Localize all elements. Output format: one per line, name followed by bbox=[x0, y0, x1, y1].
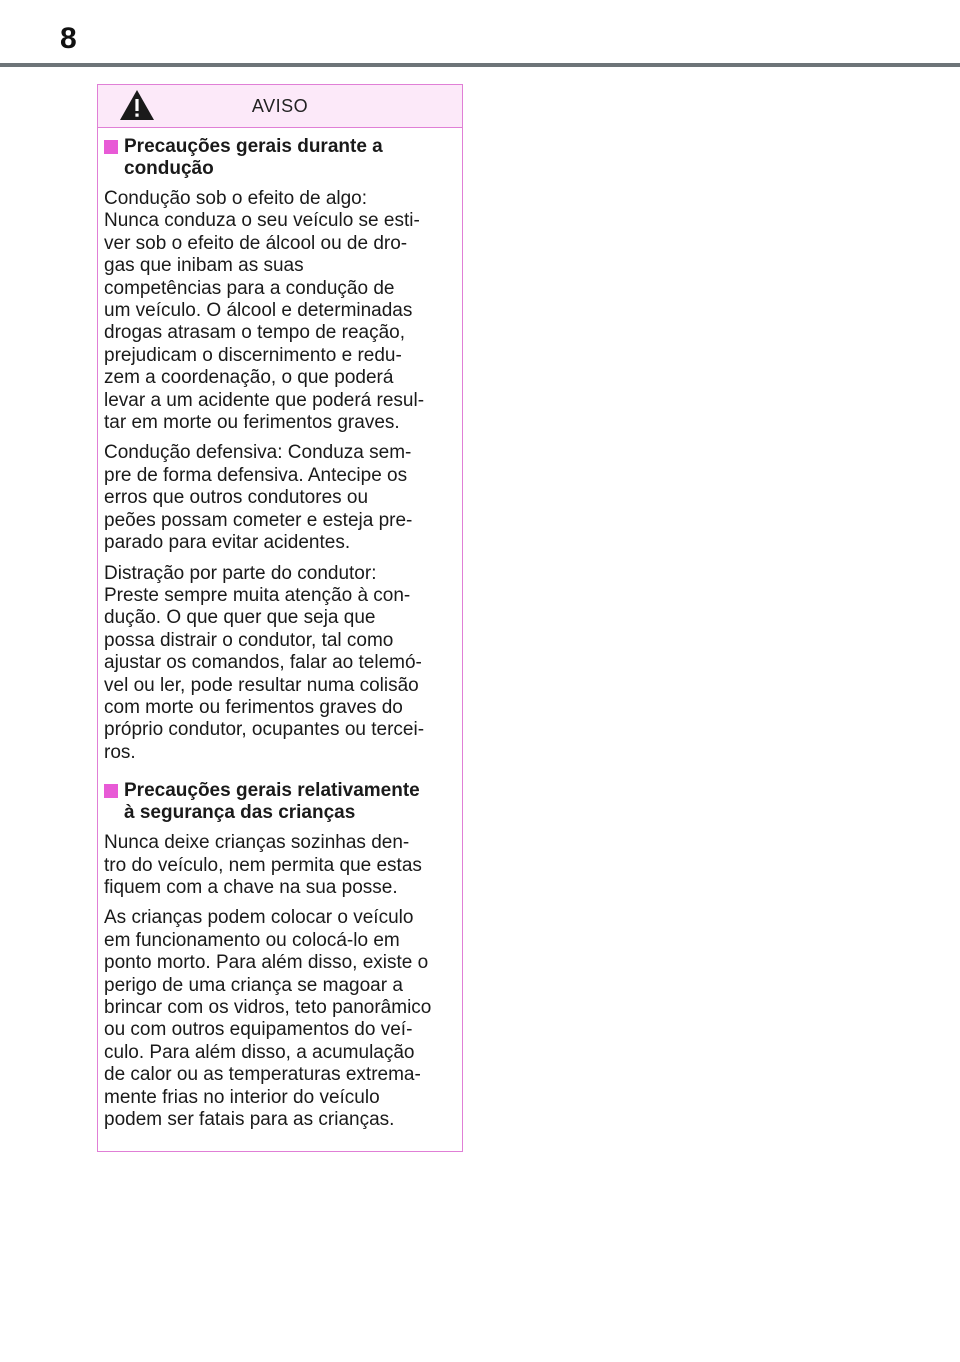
text-line: Distração por parte do condutor: bbox=[104, 562, 377, 584]
text-line: próprio condutor, ocupantes ou tercei- bbox=[104, 719, 425, 741]
text-line: em funcionamento ou colocá-lo em bbox=[104, 929, 400, 951]
bullet-square-icon bbox=[104, 784, 118, 798]
text-line: tro do veículo, nem permita que estas bbox=[104, 854, 422, 876]
warning-content bbox=[98, 128, 462, 1131]
text-line: levar a um acidente que poderá resul- bbox=[104, 389, 425, 411]
header-rule bbox=[0, 63, 960, 67]
text-line: vel ou ler, pode resultar numa colisão bbox=[104, 674, 419, 696]
text-line: dução. O que quer que seja que bbox=[104, 607, 376, 629]
text-line: drogas atrasam o tempo de reação, bbox=[104, 322, 406, 344]
text-line: ros. bbox=[104, 741, 136, 763]
warning-triangle-icon bbox=[118, 88, 156, 122]
text-line: peões possam cometer e esteja pre- bbox=[104, 509, 413, 531]
text-line: fiquem com a chave na sua posse. bbox=[104, 876, 398, 898]
text-line: Condução sob o efeito de algo: bbox=[104, 188, 368, 209]
text-line: As crianças podem colocar o veículo bbox=[104, 907, 414, 929]
text-line: ou com outros equipamentos do veí- bbox=[104, 1019, 413, 1041]
paragraph-defensive-driving bbox=[104, 442, 450, 554]
text-line: mente frias no interior do veículo bbox=[104, 1086, 380, 1108]
text-line: possa distrair o condutor, tal como bbox=[104, 629, 394, 651]
text-line: gas que inibam as suas bbox=[104, 255, 304, 277]
text-line: ponto morto. Para além disso, existe o bbox=[104, 952, 429, 974]
text-line: ver sob o efeito de álcool ou de dro- bbox=[104, 232, 408, 254]
text-line: competências para a condução de bbox=[104, 277, 395, 299]
paragraph-distraction bbox=[104, 563, 450, 765]
page-number: 8 bbox=[60, 22, 77, 55]
text-line: ajustar os comandos, falar ao telemó- bbox=[104, 652, 422, 674]
section-heading-children bbox=[104, 780, 450, 824]
text-line: Nunca deixe crianças sozinhas den- bbox=[104, 832, 410, 854]
text-line: podem ser fatais para as crianças. bbox=[104, 1109, 395, 1131]
text-line: prejudicam o discernimento e redu- bbox=[104, 344, 402, 366]
text-line: zem a coordenação, o que poderá bbox=[104, 367, 394, 389]
text-line: Preste sempre muita atenção à con- bbox=[104, 584, 411, 606]
warning-header bbox=[98, 85, 462, 128]
text-line: parado para evitar acidentes. bbox=[104, 532, 351, 554]
text-line: de calor ou as temperaturas extrema- bbox=[104, 1064, 421, 1086]
text-line: tar em morte ou ferimentos graves. bbox=[104, 412, 400, 434]
text-line: Condução defensiva: Conduza sem- bbox=[104, 442, 412, 464]
text-line: com morte ou ferimentos graves do bbox=[104, 696, 403, 718]
text-line: Nunca conduza o seu veículo se esti- bbox=[104, 210, 420, 232]
text-line: um veículo. O álcool e determinadas bbox=[104, 300, 413, 322]
paragraph-influence bbox=[104, 188, 450, 434]
section-heading-driving bbox=[104, 136, 450, 180]
text-line: erros que outros condutores ou bbox=[104, 487, 369, 509]
warning-title: AVISO bbox=[251, 95, 309, 116]
section-heading-text: Precauções gerais relativamente à segurança das crianças bbox=[124, 780, 420, 824]
text-line: brincar com os vidros, teto panorâmico bbox=[104, 997, 432, 1018]
text-line: culo. Para além disso, a acumulação bbox=[104, 1041, 415, 1063]
paragraph-children-alone bbox=[104, 832, 450, 899]
text-line: perigo de uma criança se magoar a bbox=[104, 974, 403, 996]
text-line: pre de forma defensiva. Antecipe os bbox=[104, 464, 408, 486]
warning-box bbox=[97, 84, 463, 1152]
paragraph-children-risks bbox=[104, 907, 450, 1131]
section-heading-text: Precauções gerais durante a condução bbox=[124, 136, 383, 179]
bullet-square-icon bbox=[104, 140, 118, 154]
